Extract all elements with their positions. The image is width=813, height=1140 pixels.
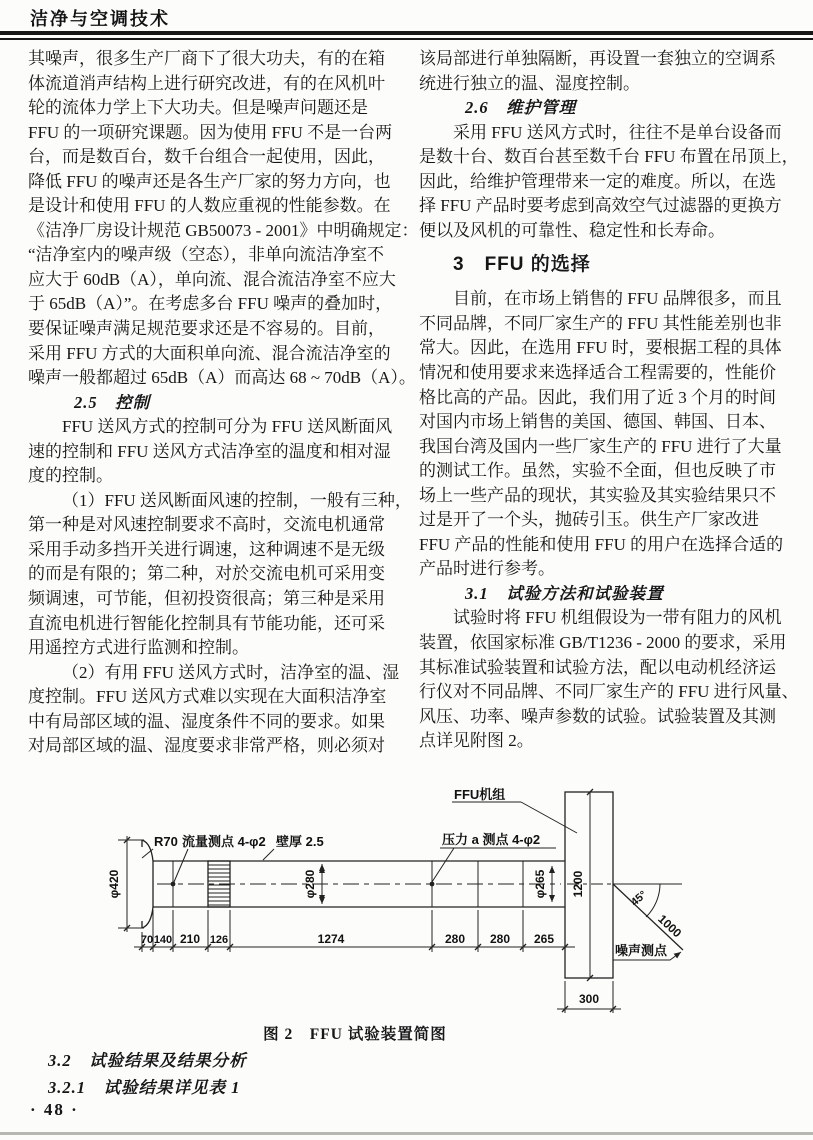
section-heading-3-2: 3.2 试验结果及结果分析 bbox=[48, 1051, 247, 1070]
paragraph bbox=[419, 121, 799, 244]
svg-text:壁厚 2.5: 壁厚 2.5 bbox=[276, 834, 324, 849]
text-line: 的测试工作。虽然，实验不全面，但也反映了市 bbox=[419, 461, 776, 481]
dim-chain-bottom bbox=[134, 910, 575, 952]
svg-text:压力 a 测点 4-φ2: 压力 a 测点 4-φ2 bbox=[442, 832, 541, 847]
text-line: 产品时进行参考。 bbox=[419, 559, 555, 579]
text-line: 要保证噪声满足规范要求还是不容易的。目前， bbox=[28, 319, 385, 339]
text-line: 度控制。FFU 送风方式难以实现在大面积洁净室 bbox=[28, 687, 387, 707]
text-line: （1）FFU 送风断面风速的控制，一般有三种， bbox=[62, 490, 412, 510]
header-rule-thin bbox=[0, 38, 813, 40]
svg-text:45°: 45° bbox=[628, 888, 650, 909]
text-line: FFU 的一项研究课题。因为使用 FFU 不是一台两 bbox=[28, 122, 393, 142]
svg-text:R70: R70 bbox=[154, 834, 178, 849]
dim-phi265 bbox=[533, 866, 552, 902]
text-line: 对局部区域的温、湿度要求非常严格，则必须对 bbox=[28, 736, 385, 756]
left-column bbox=[28, 47, 419, 759]
svg-text:280: 280 bbox=[444, 932, 466, 946]
dim-300 bbox=[557, 981, 621, 1013]
text-line: 风压、功率、噪声参数的试验。试验装置及其测 bbox=[419, 706, 776, 726]
text-line: 不同品牌，不同厂家生产的 FFU 其性能差别也非 bbox=[419, 313, 782, 333]
text-line: 《洁净厂房设计规范 GB50073 - 2001》中明确规定： bbox=[28, 220, 419, 240]
svg-text:265: 265 bbox=[533, 932, 555, 946]
text-line: 目前，在市场上销售的 FFU 品牌很多，而且 bbox=[453, 289, 782, 309]
dim-1200 bbox=[571, 789, 593, 981]
section-heading-3: 3 FFU 的选择 bbox=[453, 254, 591, 276]
svg-text:210: 210 bbox=[179, 932, 201, 946]
svg-text:140: 140 bbox=[153, 934, 173, 946]
label-ffu-unit bbox=[452, 787, 577, 833]
text-line: 采用 FFU 方式的大面积单向流、混合流洁净室的 bbox=[28, 343, 391, 363]
paragraph bbox=[419, 47, 793, 96]
text-line: 其噪声，很多生产厂商下了很大功夫，有的在箱 bbox=[28, 49, 385, 68]
scan-bottom-edge bbox=[0, 1132, 813, 1135]
paragraph bbox=[28, 661, 402, 759]
figure-caption: 图 2 FFU 试验装置简图 bbox=[263, 1026, 447, 1043]
paragraph bbox=[28, 415, 402, 489]
text-line: 试验时将 FFU 机组假设为一带有阻力的风机 bbox=[453, 608, 782, 628]
paragraph bbox=[419, 606, 799, 753]
paragraph bbox=[28, 47, 419, 391]
svg-text:300: 300 bbox=[578, 992, 600, 1006]
text-line: 体流道消声结构上进行研究改进，有的在风机叶 bbox=[28, 73, 385, 93]
text-line: 采用手动多挡开关进行调速，这种调速不是无级 bbox=[28, 539, 385, 559]
text-line: 台，而是数百台，数千台组合一起使用，因此， bbox=[28, 147, 385, 167]
text-line: 噪声一般都超过 65dB（A）而高达 68 ~ 70dB（A）。 bbox=[28, 368, 416, 388]
flow-measuring-point bbox=[171, 882, 176, 887]
ffu-test-rig-diagram bbox=[30, 782, 780, 1032]
text-line: 场上一些产品的现状，其实验及其实验结果只不 bbox=[419, 485, 776, 505]
page-number: · 48 · bbox=[30, 1100, 79, 1119]
text-line: 用遥控方式进行监测和控制。 bbox=[28, 638, 249, 658]
svg-text:φ280: φ280 bbox=[303, 869, 317, 899]
text-line: 于 65dB（A）”。在考虑多台 FFU 噪声的叠加时， bbox=[28, 294, 393, 314]
text-line: （2）有用 FFU 送风方式时，洁净室的温、湿 bbox=[62, 662, 400, 682]
text-line: 是数十台、数百台甚至数千台 FFU 布置在吊顶上， bbox=[419, 147, 799, 167]
svg-text:1200: 1200 bbox=[571, 870, 585, 898]
svg-text:噪声测点: 噪声测点 bbox=[615, 943, 668, 958]
text-line: 过是开了一个头，抛砖引玉。供生产厂家改进 bbox=[419, 510, 759, 530]
text-line: 速的控制和 FFU 送风方式洁净室的温度和相对湿 bbox=[28, 441, 391, 461]
svg-text:126: 126 bbox=[209, 934, 229, 946]
text-line: 中有局部区域的温、湿度条件不同的要求。如果 bbox=[28, 711, 385, 731]
text-line: 降低 FFU 的噪声还是各生产厂家的努力方向，也 bbox=[28, 171, 391, 191]
label-r70 bbox=[142, 834, 178, 858]
text-line: 是设计和使用 FFU 的人数应重视的性能参数。在 bbox=[28, 196, 391, 216]
text-line: 应大于 60dB（A），单向流、混合流洁净室不应大 bbox=[28, 269, 396, 289]
footer-section-headings bbox=[48, 1047, 247, 1101]
section-heading-2-6: 2.6 维护管理 bbox=[465, 98, 577, 118]
section-heading-2-5: 2.5 控制 bbox=[74, 392, 151, 412]
svg-text:1000: 1000 bbox=[655, 911, 685, 941]
text-line: 的而是有限的；第二种，对於交流电机可采用变 bbox=[28, 564, 385, 584]
paragraph bbox=[419, 287, 793, 582]
text-line: 轮的流体力学上下大功夫。但是噪声问题还是 bbox=[28, 98, 368, 118]
text-line: 我国台湾及国内一些厂家生产的 FFU 进行了大量 bbox=[419, 436, 782, 456]
svg-text:φ420: φ420 bbox=[107, 869, 121, 899]
svg-text:FFU机组: FFU机组 bbox=[454, 787, 506, 802]
text-line: 便以及风机的可靠性、稳定性和长寿命。 bbox=[419, 220, 725, 240]
noise-measurement-geometry bbox=[613, 884, 684, 960]
section-heading-3-2-1: 3.2.1 试验结果详见表 1 bbox=[48, 1078, 241, 1097]
right-column bbox=[419, 47, 799, 754]
svg-text:70: 70 bbox=[140, 934, 154, 946]
text-line: 第一种是对风速控制要求不高时，交流电机通常 bbox=[28, 515, 385, 535]
text-line: 情况和使用要求来选择适合工程需要的，性能价 bbox=[419, 363, 776, 383]
pressure-measuring-point bbox=[430, 882, 435, 887]
text-line: 对国内市场上销售的美国、德国、韩国、日本、 bbox=[419, 412, 776, 432]
paragraph bbox=[28, 489, 412, 661]
text-line: FFU 产品的性能和使用 FFU 的用户在选择合适的 bbox=[419, 534, 784, 554]
label-wall-thickness bbox=[263, 834, 324, 860]
text-line: 统进行独立的温、湿度控制。 bbox=[419, 73, 640, 93]
svg-text:流量测点 4-φ2: 流量测点 4-φ2 bbox=[182, 834, 266, 849]
text-line: 频调速，可节能，但初投资很高；第三种是采用 bbox=[28, 589, 385, 609]
svg-text:280: 280 bbox=[489, 932, 511, 946]
svg-text:φ265: φ265 bbox=[533, 869, 547, 899]
svg-text:1274: 1274 bbox=[317, 932, 345, 946]
text-line: “洁净室内的噪声级（空态），非单向流洁净室不 bbox=[28, 245, 385, 265]
text-line: 因此，给维护管理带来一定的难度。所以，在选 bbox=[419, 171, 776, 191]
text-line: 装置，依国家标准 GB/T1236 - 2000 的要求，采用 bbox=[419, 633, 787, 653]
journal-title: 洁净与空调技术 bbox=[30, 9, 170, 29]
text-line: 直流电机进行智能化控制具有节能功能，还可采 bbox=[28, 613, 385, 633]
label-flow-point bbox=[174, 834, 266, 882]
dim-phi420 bbox=[107, 836, 144, 932]
text-line: 行仪对不同品牌、不同厂家生产的 FFU 进行风量、 bbox=[419, 682, 799, 702]
text-line: 择 FFU 产品时要考虑到高效空气过滤器的更换方 bbox=[419, 196, 782, 216]
text-line: 该局部进行单独隔断，再设置一套独立的空调系 bbox=[419, 49, 776, 68]
section-heading-3-1: 3.1 试验方法和试验装置 bbox=[465, 583, 664, 603]
text-line: 常大。因此，在选用 FFU 时，要根据工程的具体 bbox=[419, 338, 782, 358]
text-line: FFU 送风方式的控制可分为 FFU 送风断面风 bbox=[62, 417, 393, 437]
text-line: 其标准试验装置和试验方法，配以电动机经济运 bbox=[419, 657, 776, 677]
text-line: 格比高的产品。因此，我们用了近 3 个月的时间 bbox=[419, 387, 776, 407]
header-rule-thick bbox=[0, 31, 813, 35]
text-line: 度的控制。 bbox=[28, 466, 113, 486]
text-line: 采用 FFU 送风方式时，往往不是单台设备而 bbox=[453, 122, 782, 142]
text-line: 点详见附图 2。 bbox=[419, 731, 534, 751]
